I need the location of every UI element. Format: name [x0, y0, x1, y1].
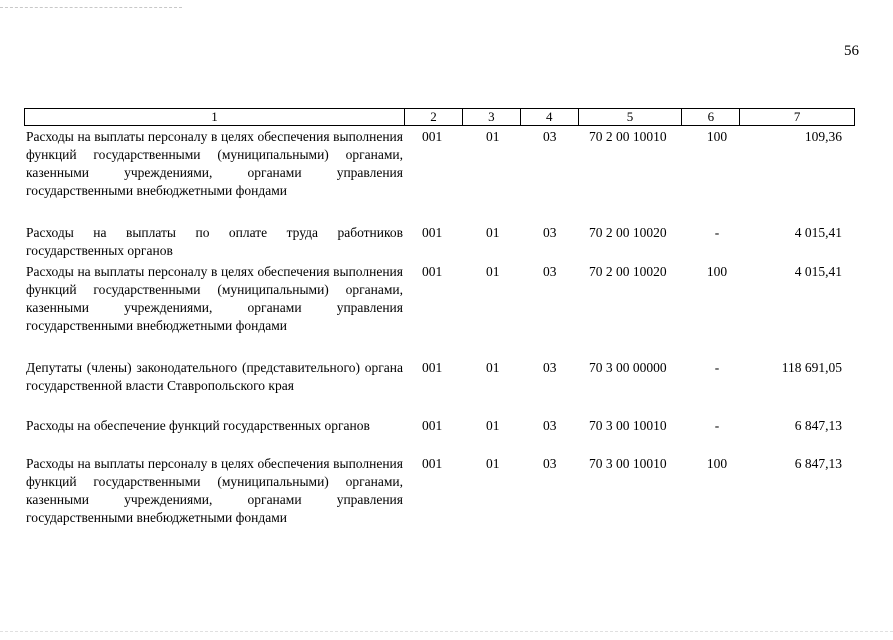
- row-target-code: 70 3 00 10010: [589, 456, 667, 471]
- row-section: 01: [486, 360, 500, 375]
- page-number: 56: [844, 43, 859, 59]
- row-name: Расходы на выплаты персоналу в целях обеспечения выполнения функций государственными (муниципальными) органами, казенными учреждениями, органами управления государственными внебюджетными фондами: [26, 129, 403, 198]
- row-sum: 109,36: [804, 129, 842, 144]
- row-admin-code: 001: [422, 225, 443, 240]
- row-admin-code: 001: [422, 456, 443, 471]
- row-subsection: 03: [543, 225, 557, 240]
- row-expense-type: -: [714, 418, 720, 433]
- header-col-3: 3: [463, 109, 521, 125]
- row-subsection: 03: [543, 418, 557, 433]
- header-col-4: 4: [521, 109, 579, 125]
- row-name: Депутаты (члены) законодательного (представительного) органа государственной власти Ставропольского края: [26, 360, 403, 393]
- row-subsection: 03: [543, 129, 557, 144]
- row-name: Расходы на выплаты по оплате труда работников государственных органов: [26, 225, 403, 258]
- row-subsection: 03: [543, 360, 557, 375]
- table-header: [24, 108, 855, 126]
- row-expense-type: 100: [706, 456, 728, 471]
- row-sum: 6 847,13: [794, 456, 842, 471]
- row-name: Расходы на выплаты персоналу в целях обеспечения выполнения функций государственными (муниципальными) органами, казенными учреждениями, органами управления государственными внебюджетными фондами: [26, 456, 403, 525]
- row-name: Расходы на выплаты персоналу в целях обеспечения выполнения функций государственными (муниципальными) органами, казенными учреждениями, органами управления государственными внебюджетными фондами: [26, 264, 403, 333]
- header-col-2: 2: [405, 109, 463, 125]
- row-sum: 4 015,41: [794, 264, 842, 279]
- row-target-code: 70 2 00 10010: [589, 129, 667, 144]
- row-sum: 4 015,41: [794, 225, 842, 240]
- row-admin-code: 001: [422, 418, 443, 433]
- row-admin-code: 001: [422, 264, 443, 279]
- row-subsection: 03: [543, 456, 557, 471]
- row-admin-code: 001: [422, 129, 443, 144]
- row-section: 01: [486, 225, 500, 240]
- row-section: 01: [486, 456, 500, 471]
- row-expense-type: -: [714, 360, 720, 375]
- row-sum: 118 691,05: [781, 360, 842, 375]
- row-target-code: 70 3 00 10010: [589, 418, 667, 433]
- row-section: 01: [486, 264, 500, 279]
- row-subsection: 03: [543, 264, 557, 279]
- row-expense-type: 100: [706, 264, 728, 279]
- header-col-1: 1: [25, 109, 405, 125]
- row-sum: 6 847,13: [794, 418, 842, 433]
- row-target-code: 70 3 00 00000: [589, 360, 667, 375]
- header-col-7: 7: [793, 109, 801, 124]
- row-section: 01: [486, 418, 500, 433]
- row-name: Расходы на обеспечение функций государственных органов: [26, 418, 370, 433]
- scan-artifact-top: [0, 7, 182, 8]
- header-col-5: 5: [579, 109, 683, 125]
- row-section: 01: [486, 129, 500, 144]
- header-col-6: 6: [682, 109, 740, 125]
- scan-artifact-bottom: [0, 631, 893, 632]
- row-target-code: 70 2 00 10020: [589, 225, 667, 240]
- row-expense-type: -: [714, 225, 720, 240]
- row-target-code: 70 2 00 10020: [589, 264, 667, 279]
- row-expense-type: 100: [706, 129, 728, 144]
- row-admin-code: 001: [422, 360, 443, 375]
